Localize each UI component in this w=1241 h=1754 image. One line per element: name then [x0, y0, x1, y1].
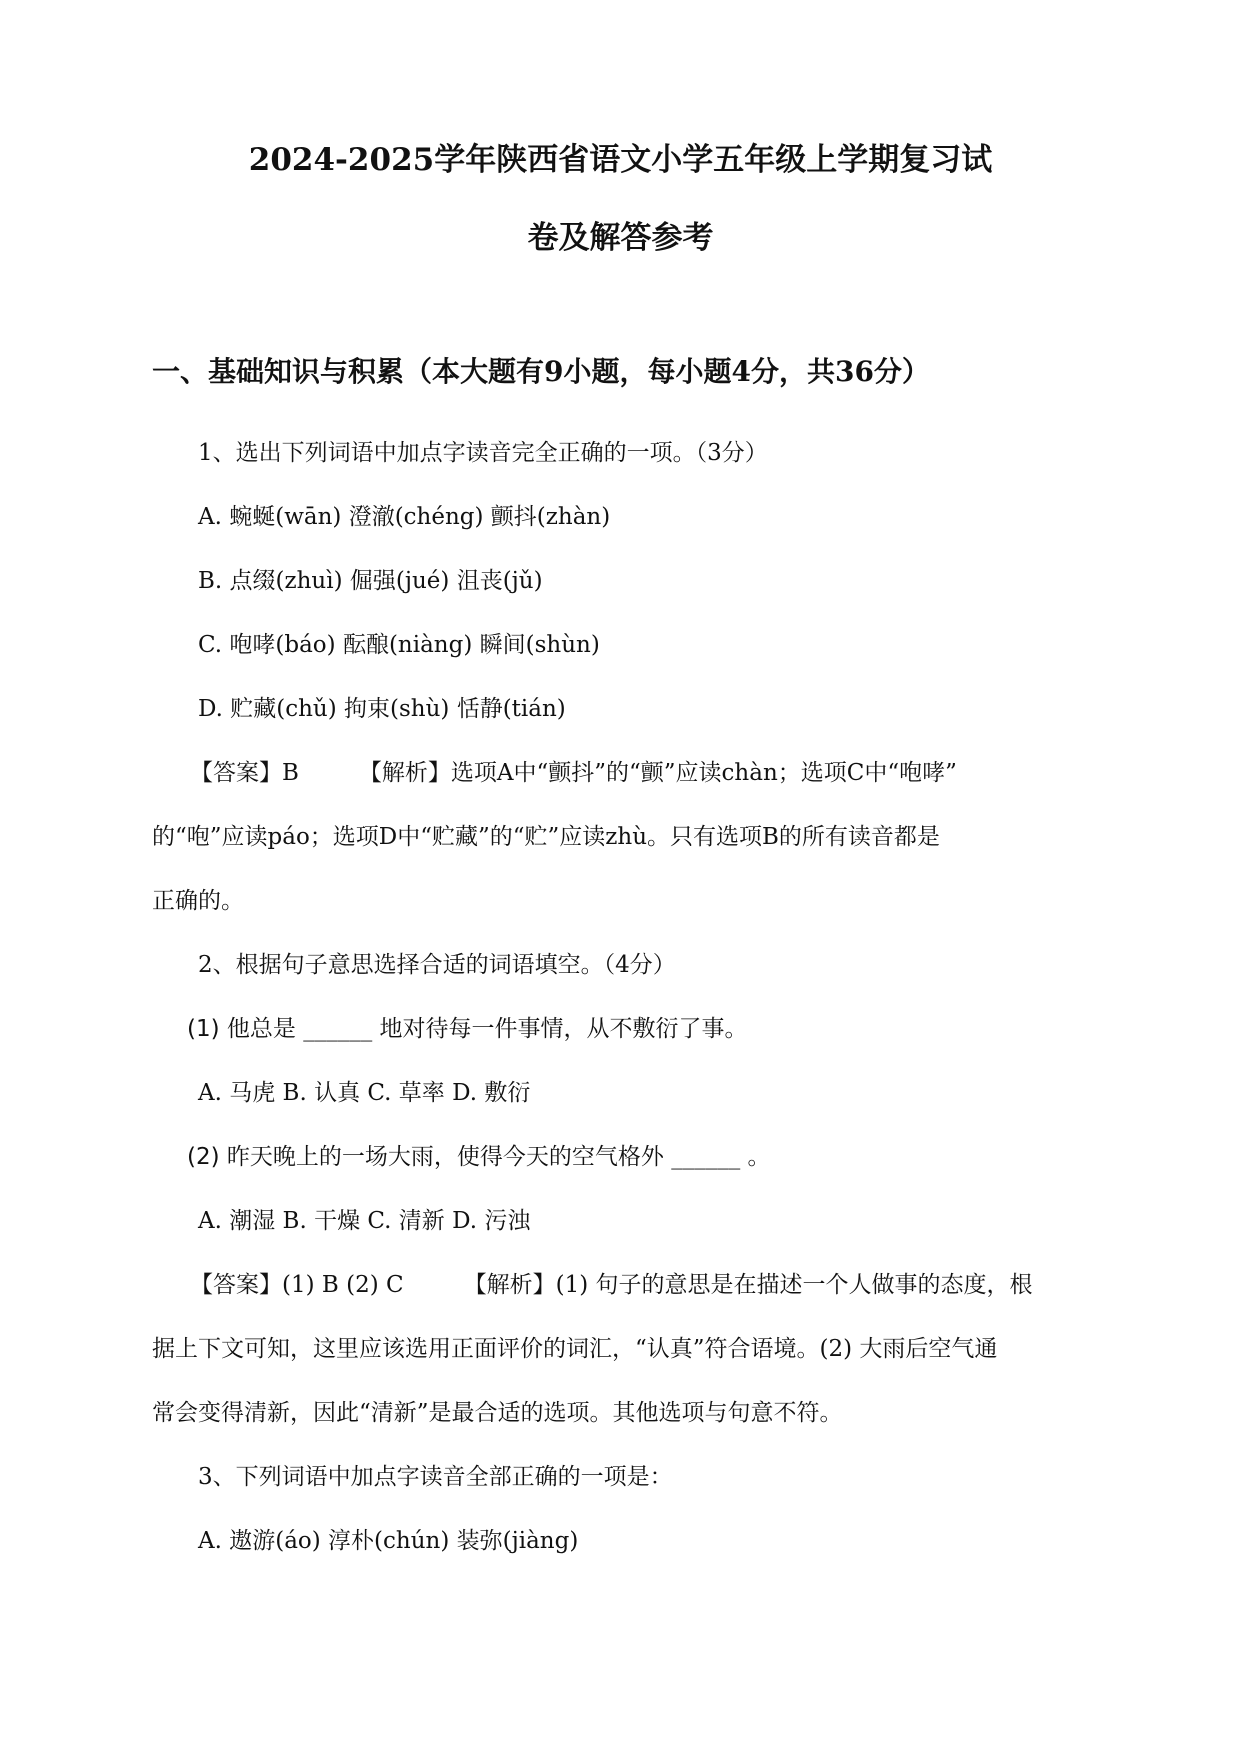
q1-stem: 1、选出下列词语中加点字读音完全正确的一项。（3分） [198, 440, 768, 466]
q1-analysis-part1: 【解析】选项A中“颤抖”的“颤”应读chàn；选项C中“咆哮” [358, 760, 957, 786]
q1-option-d: D. 贮藏(chǔ) 拘束(shù) 恬静(tián) [198, 696, 566, 722]
q1-answer: 【答案】B [190, 760, 299, 786]
q1-option-a: A. 蜿蜒(wān) 澄澈(chéng) 颤抖(zhàn) [198, 504, 611, 530]
q2-answer-line [190, 1270, 1032, 1300]
q2-part2-number: (2) [187, 1144, 220, 1170]
q2-part2-line [187, 1142, 771, 1172]
doc-title-line-1: 2024-2025学年陕西省语文小学五年级上学期复习试 [248, 142, 993, 178]
q2-part1-text: 他总是 ______ 地对待每一件事情，从不敷衍了事。 [226, 1016, 748, 1042]
q3-option-a: A. 遨游(áo) 淳朴(chún) 装弥(jiàng) [198, 1528, 579, 1554]
doc-title-line-2: 卷及解答参考 [527, 220, 714, 256]
q1-analysis-part3: 正确的。 [152, 888, 244, 914]
q2-analysis-part2: 据上下文可知，这里应该选用正面评价的词汇，“认真”符合语境。(2) 大雨后空气通 [152, 1336, 998, 1362]
q2-part1-options: A. 马虎 B. 认真 C. 草率 D. 敷衍 [198, 1080, 531, 1106]
q2-part1-line [187, 1014, 748, 1044]
section-heading: 一、基础知识与积累（本大题有9小题，每小题4分，共36分） [152, 355, 930, 388]
q1-option-c: C. 咆哮(báo) 酝酿(niàng) 瞬间(shùn) [198, 632, 600, 658]
q2-stem: 2、根据句子意思选择合适的词语填空。（4分） [198, 952, 676, 978]
q1-answer-line [190, 758, 957, 788]
q3-stem: 3、下列词语中加点字读音全部正确的一项是： [198, 1464, 673, 1490]
q1-analysis-part2: 的“咆”应读páo；选项D中“贮藏”的“贮”应读zhù。只有选项B的所有读音都是 [152, 824, 940, 850]
q2-part2-options: A. 潮湿 B. 干燥 C. 清新 D. 污浊 [198, 1208, 531, 1234]
q2-analysis-part3: 常会变得清新，因此“清新”是最合适的选项。其他选项与句意不符。 [152, 1400, 843, 1426]
q2-part1-number: (1) [187, 1016, 220, 1042]
q2-analysis-part1: 【解析】(1) 句子的意思是在描述一个人做事的态度，根 [463, 1272, 1033, 1298]
q2-answer: 【答案】(1) B (2) C [190, 1272, 404, 1298]
q1-option-b: B. 点缀(zhuì) 倔强(jué) 沮丧(jǔ) [198, 568, 543, 594]
q2-part2-text: 昨天晚上的一场大雨，使得今天的空气格外 ______ 。 [226, 1144, 771, 1170]
